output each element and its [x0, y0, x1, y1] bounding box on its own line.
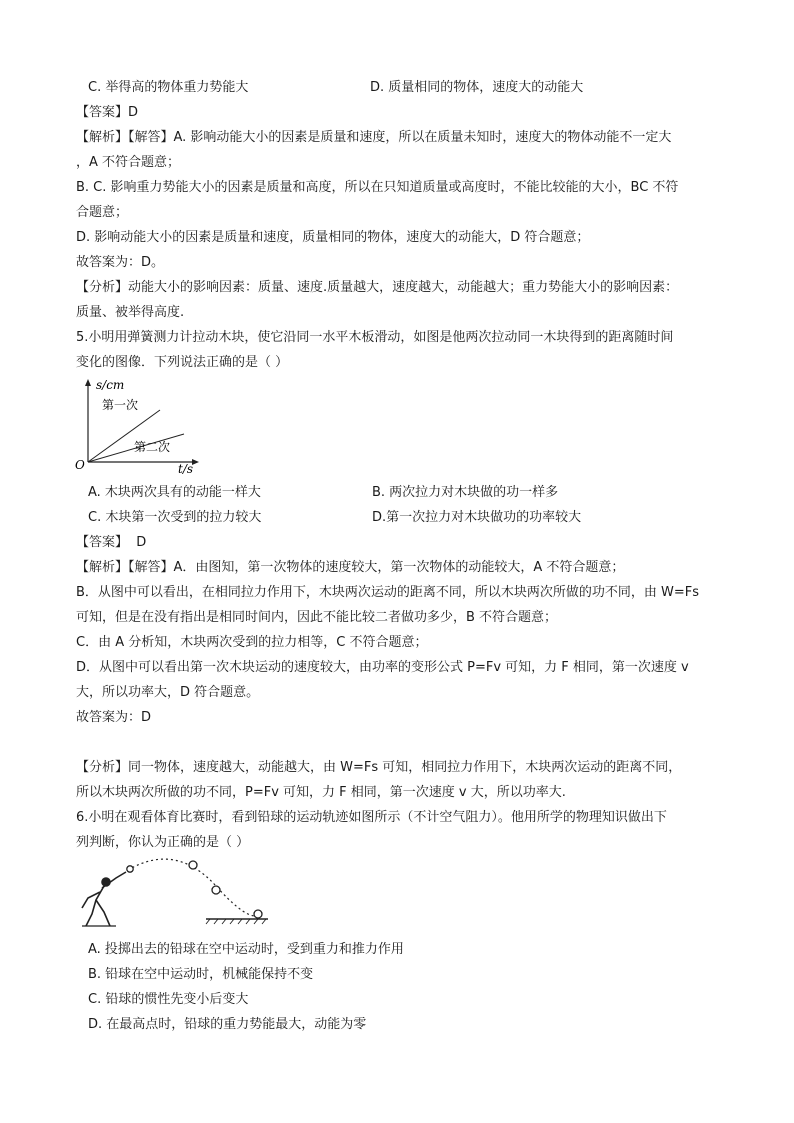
q5-option-c: C. 木块第一次受到的拉力较大 — [88, 510, 262, 525]
x-axis-label: t/s — [178, 462, 194, 476]
line-first-label: 第一次 — [102, 398, 139, 412]
answer-value: D — [136, 535, 147, 550]
q5-explain-line: 故答案为：D — [76, 710, 152, 725]
q5-option-d: D.第一次拉力对木块做功的功率较大 — [372, 510, 582, 525]
q4-explain-line: D. 影响动能大小的因素是质量和速度，质量相同的物体，速度大的动能大，D 符合题意； — [76, 230, 590, 245]
q4-explain-line: 故答案为：D。 — [76, 255, 165, 270]
athlete-figure — [82, 872, 126, 926]
q4-explain-line: ，A 不符合题意； — [76, 155, 181, 170]
q4-explain-line: 合题意； — [76, 205, 129, 220]
q6-shot-put-trajectory-figure — [76, 856, 272, 934]
q4-explain-line: 【解析】【解答】A. 影响动能大小的因素是质量和速度，所以在质量未知时，速度大的物体动能不一定大 — [76, 130, 672, 145]
q4-analysis-line: 质量、被举得高度. — [76, 305, 185, 320]
answer-tag: 【答案】 — [76, 105, 129, 120]
q5-answer-row — [76, 534, 146, 552]
line-first — [88, 410, 160, 462]
q5-analysis-line: 所以木块两次所做的功不同，P=Fv 可知，力 F 相同，第一次速度 v 大，所以功率大. — [76, 785, 566, 800]
shot-ball — [127, 866, 133, 872]
q6-stem-line: 6.小明在观看体育比赛时，看到铅球的运动轨迹如图所示（不计空气阻力）。他用所学的物理知识做出下 — [76, 810, 667, 825]
q5-explain-line: 可知，但是在没有指出是相同时间内，因此不能比较二者做功多少，B 不符合题意； — [76, 610, 558, 625]
q5-option-b: B. 两次拉力对木块做的功一样多 — [372, 485, 559, 500]
q6-option-b: B. 铅球在空中运动时，机械能保持不变 — [88, 967, 314, 982]
x-axis-arrow — [192, 459, 199, 465]
q6-option-d: D. 在最高点时，铅球的重力势能最大，动能为零 — [88, 1017, 367, 1032]
q5-explain-line: C．由 A 分析知，木块两次受到的拉力相等，C 不符合题意； — [76, 635, 428, 650]
shot-ball — [212, 886, 220, 894]
q4-option-c: C. 举得高的物体重力势能大 — [88, 80, 249, 95]
origin-label: O — [75, 458, 85, 472]
line-second-label: 第二次 — [134, 440, 171, 454]
q4-analysis-line: 【分析】动能大小的影响因素：质量、速度.质量越大，速度越大，动能越大；重力势能大小的影响因素： — [76, 280, 679, 295]
q5-distance-time-graph — [74, 376, 204, 476]
q4-answer-row — [76, 104, 138, 122]
q5-explain-line: 【解析】【解答】A．由图知，第一次物体的速度较大，第一次物体的动能较大，A 不符合题意； — [76, 560, 625, 575]
y-axis-label: s/cm — [96, 378, 125, 392]
shot-ball — [254, 910, 262, 918]
q5-stem-line: 变化的图像．下列说法正确的是（ ） — [76, 355, 289, 370]
q4-option-d: D. 质量相同的物体，速度大的动能大 — [370, 80, 584, 95]
q5-explain-line: D．从图中可以看出第一次木块运动的速度较大，由功率的变形公式 P=Fv 可知，力 F 相同，第一次速度 v — [76, 660, 689, 675]
q5-option-a: A. 木块两次具有的动能一样大 — [88, 485, 261, 500]
ground-hatch — [206, 919, 266, 924]
q6-option-c: C. 铅球的惯性先变小后变大 — [88, 992, 249, 1007]
answer-tag: 【答案】 — [76, 535, 129, 550]
q5-explain-line: B．从图中可以看出，在相同拉力作用下，木块两次运动的距离不同，所以木块两次所做的功不同，由 W=Fs — [76, 585, 700, 600]
q4-explain-line: B. C. 影响重力势能大小的因素是质量和高度，所以在只知道质量或高度时，不能比较能的大小，BC 不符 — [76, 180, 679, 195]
q5-analysis-line: 【分析】同一物体，速度越大，动能越大，由 W=Fs 可知，相同拉力作用下，木块两次运动的距离不同， — [76, 760, 682, 775]
q5-explain-line: 大，所以功率大，D 符合题意。 — [76, 685, 260, 700]
q6-stem-line: 列判断，你认为正确的是（ ） — [76, 835, 250, 850]
y-axis-arrow — [85, 379, 91, 386]
q6-option-a: A. 投掷出去的铅球在空中运动时，受到重力和推力作用 — [88, 942, 404, 957]
q5-stem-line: 5.小明用弹簧测力计拉动木块，使它沿同一水平木板滑动，如图是他两次拉动同一木块得到的距离随时间 — [76, 330, 674, 345]
shot-ball — [189, 861, 197, 869]
answer-value: D — [128, 105, 139, 120]
